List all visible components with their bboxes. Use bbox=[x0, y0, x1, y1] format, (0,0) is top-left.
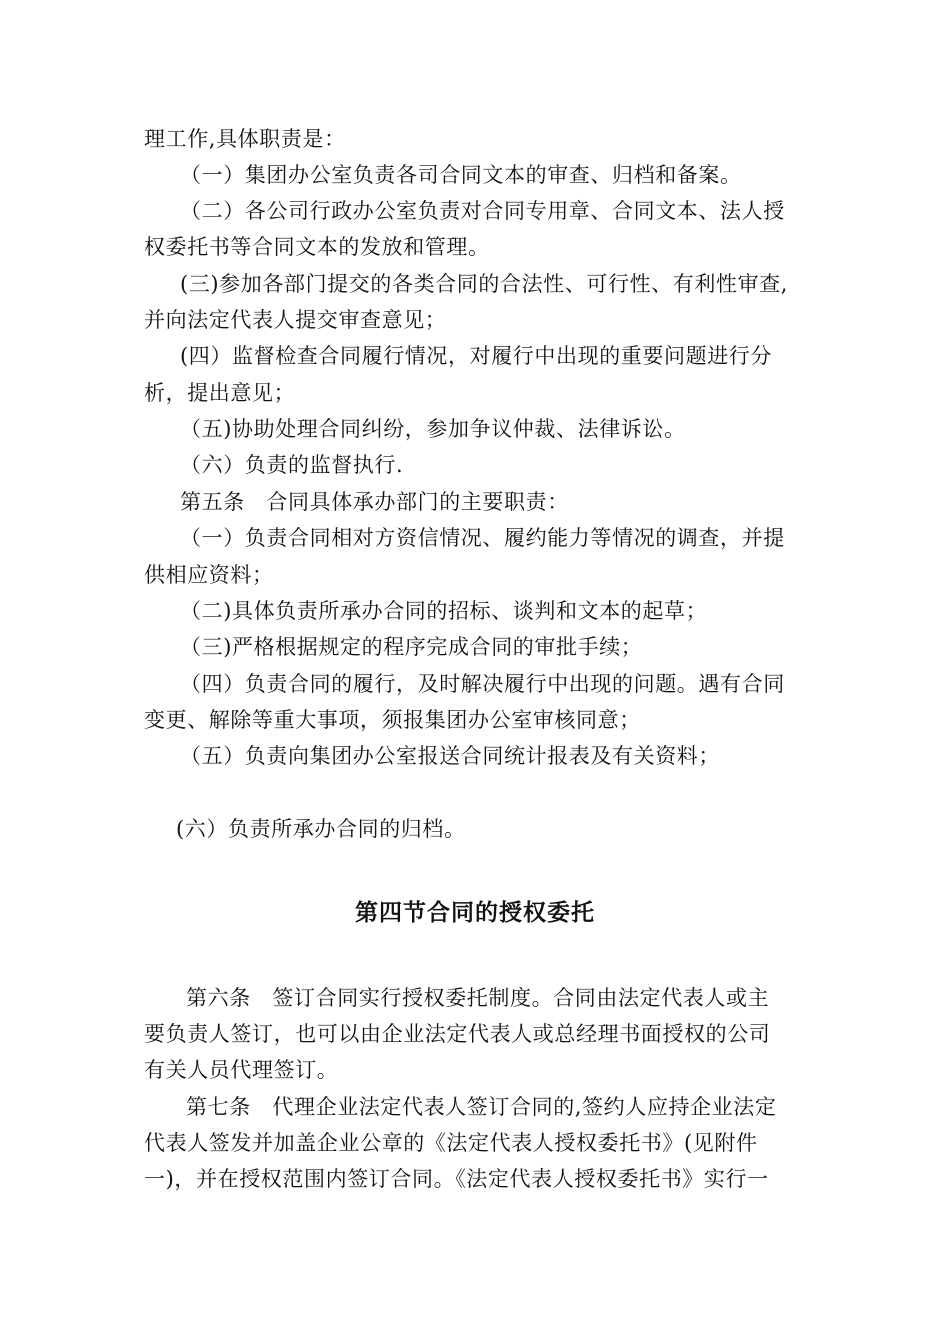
paragraph-line: (三)参加各部门提交的各类合同的合法性、可行性、有利性审查, bbox=[180, 272, 789, 296]
paragraph-line: （六）负责的监督执行. bbox=[180, 453, 404, 477]
paragraph-line: （五）负责向集团办公室报送合同统计报表及有关资料； bbox=[180, 744, 720, 768]
paragraph-line: 理工作,具体职责是： bbox=[144, 127, 346, 151]
paragraph-line: 供相应资料； bbox=[144, 563, 274, 587]
paragraph-line: 有关人员代理签订。 bbox=[144, 1058, 339, 1082]
paragraph-line: （一）负责合同相对方资信情况、履约能力等情况的调查，并提 bbox=[180, 526, 785, 550]
paragraph-line: 析，提出意见； bbox=[144, 381, 296, 405]
paragraph-line: （五)协助处理合同纠纷，参加争议仲裁、法律诉讼。 bbox=[180, 417, 686, 441]
paragraph-line: （二）各公司行政办公室负责对合同专用章、合同文本、法人授 bbox=[180, 199, 785, 223]
paragraph-line: 一)，并在授权范围内签订合同。《法定代表人授权委托书》实行一 bbox=[144, 1167, 769, 1191]
paragraph-line: (四）监督检查合同履行情况，对履行中出现的重要问题进行分 bbox=[180, 344, 772, 368]
paragraph-line: (六）负责所承办合同的归档。 bbox=[176, 817, 466, 841]
paragraph-line: 权委托书等合同文本的发放和管理。 bbox=[144, 235, 490, 259]
paragraph-line: （四）负责合同的履行，及时解决履行中出现的问题。遇有合同 bbox=[180, 672, 785, 696]
paragraph-line: 变更、解除等重大事项，须报集团办公室审核同意； bbox=[144, 708, 641, 732]
paragraph-line: 代表人签发并加盖企业公章的《法定代表人授权委托书》(见附件 bbox=[144, 1131, 758, 1155]
paragraph-line: （三)严格根据规定的程序完成合同的审批手续； bbox=[180, 635, 643, 659]
article-heading-line: 第五条 合同具体承办部门的主要职责： bbox=[180, 490, 569, 514]
article-seven-line: 第七条 代理企业法定代表人签订合同的,签约人应持企业法定 bbox=[186, 1095, 777, 1119]
section-heading: 第四节合同的授权委托 bbox=[355, 900, 595, 926]
paragraph-line: （二)具体负责所承办合同的招标、谈判和文本的起草； bbox=[180, 599, 708, 623]
paragraph-line: （一）集团办公室负责各司合同文本的审查、归档和备案。 bbox=[180, 163, 742, 187]
paragraph-line: 要负责人签订，也可以由企业法定代表人或总经理书面授权的公司 bbox=[144, 1022, 771, 1046]
article-six-line: 第六条 签订合同实行授权委托制度。合同由法定代表人或主 bbox=[186, 986, 770, 1010]
paragraph-line: 并向法定代表人提交审查意见； bbox=[144, 308, 447, 332]
